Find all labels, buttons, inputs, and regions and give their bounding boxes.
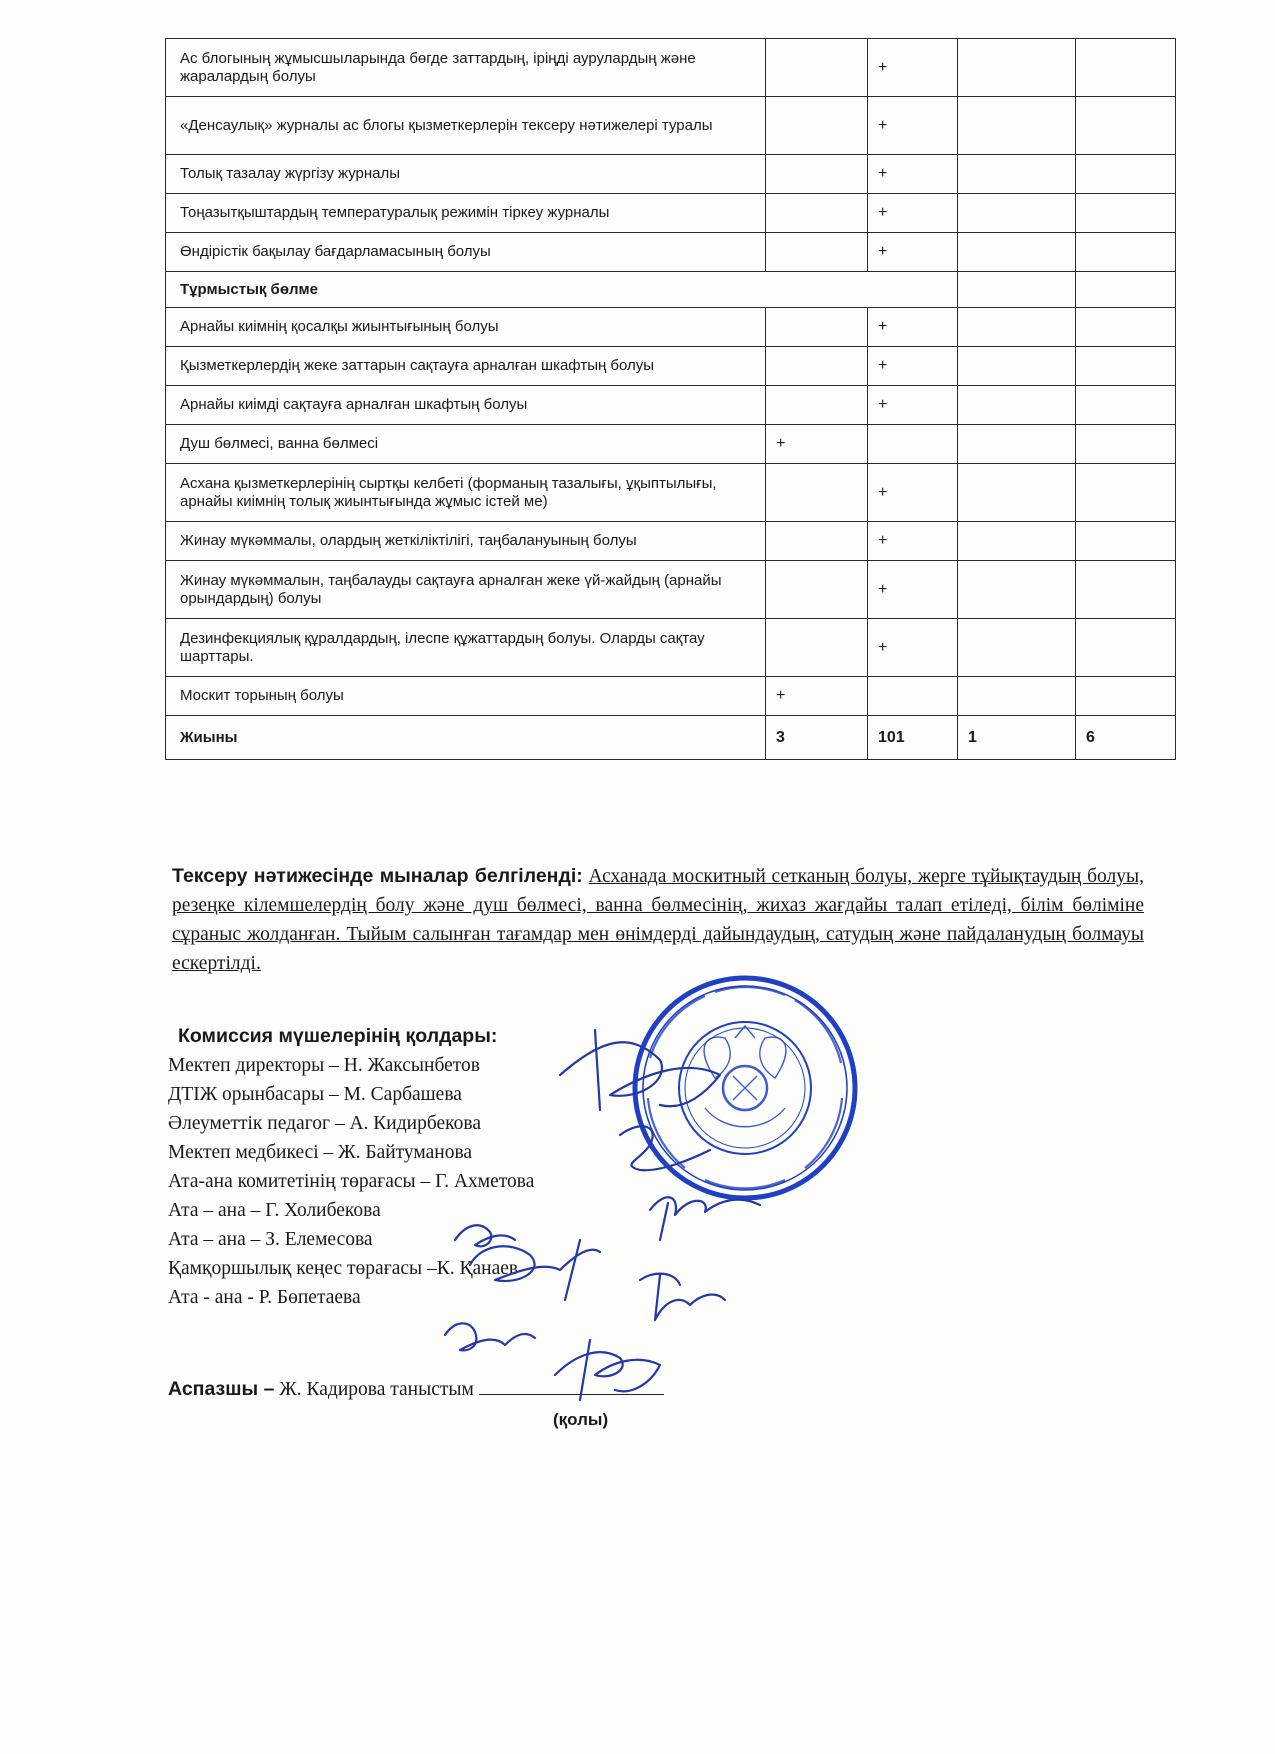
total-value: 101 [868, 716, 958, 760]
criterion-text: Дезинфекциялық құралдардың, ілеспе құжаттардың болуы. Оларды сақтау шарттары. [166, 619, 766, 677]
commission-signatures [168, 1022, 534, 1312]
mark-cell [958, 386, 1076, 425]
commission-member: Мектеп медбикесі – Ж. Байтуманова [168, 1142, 473, 1163]
mark-cell: + [868, 464, 958, 522]
mark-cell [958, 522, 1076, 561]
criterion-text: «Денсаулық» журналы ас блогы қызметкерлерін тексеру нәтижелері туралы [166, 97, 766, 155]
mark-cell [766, 386, 868, 425]
table-row [166, 233, 1176, 272]
table-row [166, 39, 1176, 97]
mark-cell [958, 194, 1076, 233]
mark-cell [1076, 308, 1176, 347]
mark-cell [766, 619, 868, 677]
criterion-text: Тоңазытқыштардың температуралық режимін тіркеу журналы [166, 194, 766, 233]
signature-caption: (қолы) [553, 1410, 609, 1429]
mark-cell [1076, 619, 1176, 677]
table-row [166, 97, 1176, 155]
mark-cell: + [868, 347, 958, 386]
commission-member: Ата-ана комитетінің төрағасы – Г. Ахметова [168, 1171, 535, 1192]
mark-cell: + [766, 677, 868, 716]
total-label: Жиыны [166, 716, 766, 760]
section-title: Тұрмыстық бөлме [166, 272, 958, 308]
mark-cell: + [868, 561, 958, 619]
cook-acknowledged: таныстым [390, 1379, 474, 1400]
total-value: 3 [766, 716, 868, 760]
mark-cell [868, 677, 958, 716]
mark-cell [766, 97, 868, 155]
mark-cell [1076, 464, 1176, 522]
cook-acknowledgement [168, 1378, 664, 1401]
commission-member: Әлеуметтік педагог – А. Кидирбекова [168, 1113, 481, 1134]
mark-cell: + [868, 155, 958, 194]
criterion-text: Өндірістік бақылау бағдарламасының болуы [166, 233, 766, 272]
table-row [166, 619, 1176, 677]
criterion-text: Толық тазалау жүргізу журналы [166, 155, 766, 194]
mark-cell [766, 233, 868, 272]
criterion-text: Москит торының болуы [166, 677, 766, 716]
mark-cell: + [868, 39, 958, 97]
table-row [166, 677, 1176, 716]
mark-cell: + [868, 522, 958, 561]
table-row [166, 386, 1176, 425]
mark-cell [1076, 677, 1176, 716]
mark-cell: + [868, 233, 958, 272]
mark-cell [766, 39, 868, 97]
mark-cell [766, 347, 868, 386]
findings-text: Асханада москитный сетканың болуы, жерге тұйықтаудың болуы, резеңке кілемшелердің болу және душ бөлмесі, ванна бөлмесінің, жихаз жағдайы талап етіледі, білім бөліміне сұраныс жолданған. Тыйым салынған тағамдар мен өнімдерді дайындаудың, сатудың және пайдаланудың болмауы ескертілді. [172, 866, 1145, 974]
empty-cell [1076, 272, 1176, 308]
mark-cell [1076, 347, 1176, 386]
mark-cell [958, 155, 1076, 194]
mark-cell [958, 39, 1076, 97]
table-row [166, 522, 1176, 561]
mark-cell [868, 425, 958, 464]
table-row [166, 308, 1176, 347]
table-row [166, 561, 1176, 619]
criterion-text: Арнайы киімнің қосалқы жиынтығының болуы [166, 308, 766, 347]
commission-member: Қамқоршылық кеңес төрағасы –К. Қанаев [168, 1258, 519, 1279]
commission-member: Ата – ана – Г. Холибекова [168, 1200, 381, 1221]
mark-cell [1076, 194, 1176, 233]
commission-heading: Комиссия мүшелерінің қолдары: [178, 1025, 498, 1047]
mark-cell [958, 347, 1076, 386]
criterion-text: Жинау мүкәммалын, таңбалауды сақтауға арналған жеке үй-жайдың (арнайы орындардың) болуы [166, 561, 766, 619]
mark-cell [958, 308, 1076, 347]
mark-cell [958, 97, 1076, 155]
mark-cell [766, 194, 868, 233]
mark-cell: + [868, 308, 958, 347]
criterion-text: Арнайы киімді сақтауға арналған шкафтың болуы [166, 386, 766, 425]
mark-cell: + [868, 619, 958, 677]
total-value: 1 [958, 716, 1076, 760]
checklist-table [165, 38, 1176, 760]
mark-cell: + [868, 386, 958, 425]
criterion-text: Ас блогының жұмысшыларында бөгде заттардың, іріңді аурулардың және жаралардың болуы [166, 39, 766, 97]
mark-cell [766, 522, 868, 561]
section-row [166, 272, 1176, 308]
mark-cell [958, 561, 1076, 619]
findings-paragraph [172, 862, 1144, 978]
table-row [166, 194, 1176, 233]
empty-cell [958, 272, 1076, 308]
mark-cell [1076, 233, 1176, 272]
mark-cell: + [868, 97, 958, 155]
mark-cell [766, 464, 868, 522]
mark-cell [958, 619, 1076, 677]
commission-member: ДТІЖ орынбасары – М. Сарбашева [168, 1084, 462, 1105]
mark-cell [1076, 425, 1176, 464]
mark-cell [1076, 39, 1176, 97]
table-row [166, 464, 1176, 522]
mark-cell [1076, 561, 1176, 619]
mark-cell: + [868, 194, 958, 233]
mark-cell [958, 464, 1076, 522]
mark-cell [1076, 522, 1176, 561]
table-row [166, 425, 1176, 464]
criterion-text: Асхана қызметкерлерінің сыртқы келбеті (форманың тазалығы, ұқыптылығы, арнайы киімнің толық жиынтығында жұмыс істей ме) [166, 464, 766, 522]
mark-cell [958, 425, 1076, 464]
checklist-body [166, 39, 1176, 760]
mark-cell [1076, 97, 1176, 155]
criterion-text: Душ бөлмесі, ванна бөлмесі [166, 425, 766, 464]
mark-cell [1076, 386, 1176, 425]
commission-member: Ата - ана - Р. Бөпетаева [168, 1287, 361, 1308]
mark-cell [958, 677, 1076, 716]
criterion-text: Жинау мүкәммалы, олардың жеткіліктілігі, таңбалануының болуы [166, 522, 766, 561]
mark-cell [766, 155, 868, 194]
cook-role: Аспазшы – [168, 1378, 275, 1400]
total-row [166, 716, 1176, 760]
commission-member: Ата – ана – З. Елемесова [168, 1229, 373, 1250]
total-value: 6 [1076, 716, 1176, 760]
findings-lead: Тексеру нәтижесінде мыналар белгіленді: [172, 865, 583, 887]
mark-cell [1076, 155, 1176, 194]
cook-name: Ж. Кадирова [279, 1379, 386, 1400]
table-row [166, 347, 1176, 386]
signature-line [479, 1394, 664, 1395]
table-row [166, 155, 1176, 194]
mark-cell: + [766, 425, 868, 464]
mark-cell [766, 561, 868, 619]
mark-cell [766, 308, 868, 347]
criterion-text: Қызметкерлердің жеке заттарын сақтауға арналған шкафтың болуы [166, 347, 766, 386]
mark-cell [958, 233, 1076, 272]
commission-member: Мектеп директоры – Н. Жаксынбетов [168, 1055, 480, 1076]
